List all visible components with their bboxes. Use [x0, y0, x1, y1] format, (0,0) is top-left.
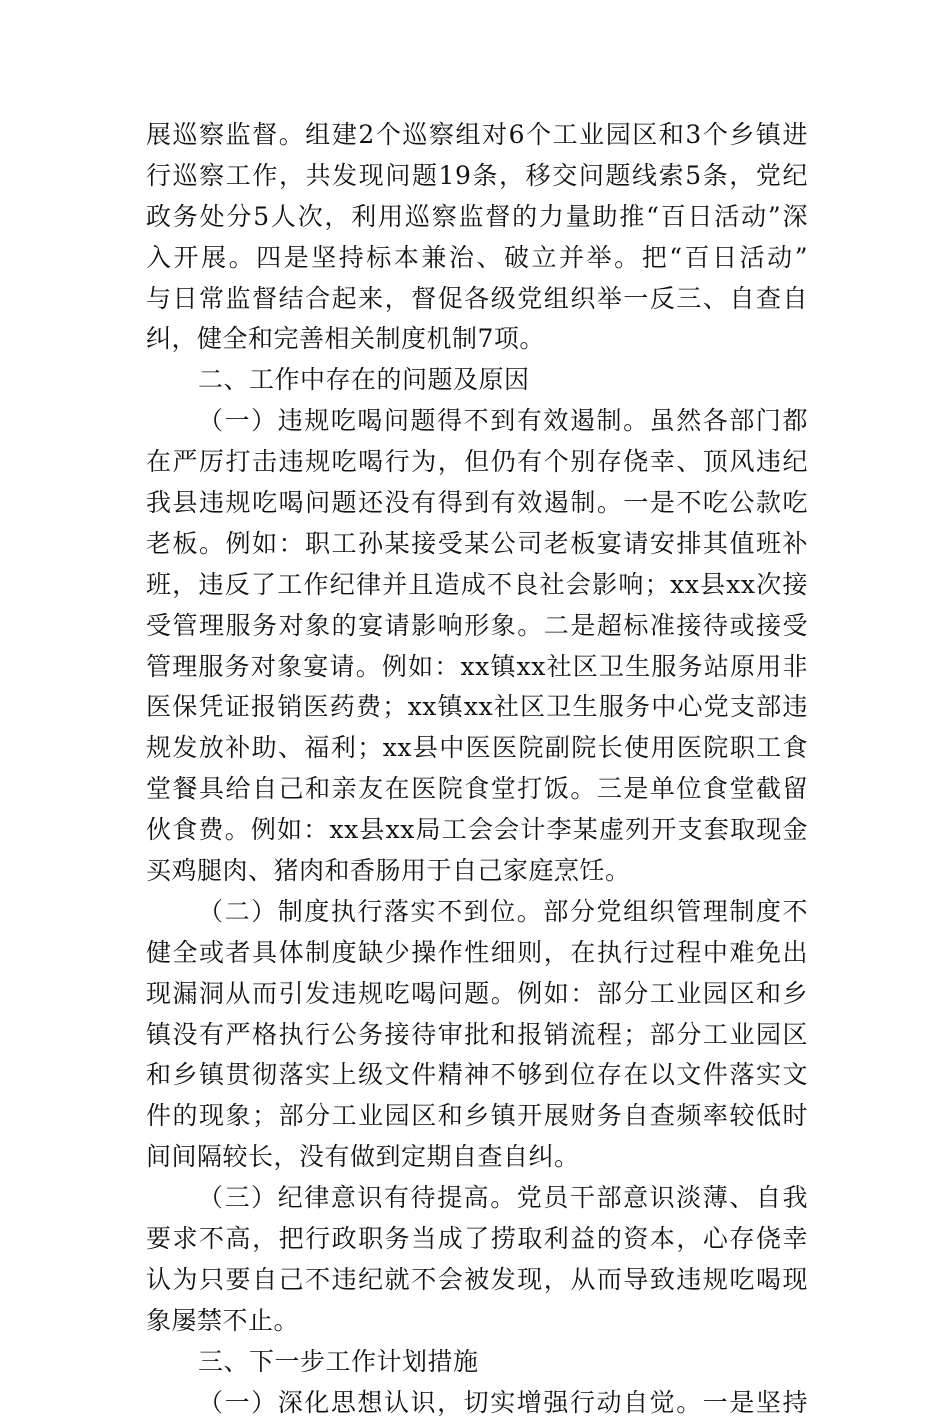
section-heading: 二、工作中存在的问题及原因: [198, 365, 530, 395]
body-line: 受管理服务对象的宴请影响形象。二是超标准接待或接受: [146, 610, 808, 640]
body-line: 医保凭证报销医药费；xx镇xx社区卫生服务中心党支部违: [146, 692, 808, 722]
body-line: 政务处分5人次，利用巡察监督的力量助推“百日活动”深: [146, 201, 808, 231]
body-line: 要求不高，把行政职务当成了捞取利益的资本，心存侥幸: [146, 1224, 808, 1254]
paragraph-first-line: （一）深化思想认识，切实增强行动自觉。一是坚持: [198, 1387, 808, 1417]
body-line: 纠，健全和完善相关制度机制7项。: [146, 324, 545, 354]
document-body: [146, 115, 808, 1424]
body-line: 伙食费。例如：xx县xx局工会会计李某虚列开支套取现金: [146, 815, 808, 845]
body-line: 班，违反了工作纪律并且造成不良社会影响；xx县xx次接: [146, 569, 808, 599]
body-line: 现漏洞从而引发违规吃喝问题。例如：部分工业园区和乡: [146, 978, 808, 1008]
body-line: 认为只要自己不违纪就不会被发现，从而导致违规吃喝现: [146, 1264, 808, 1294]
body-line: 老板。例如：职工孙某接受某公司老板宴请安排其值班补: [146, 528, 808, 558]
body-line: 件的现象；部分工业园区和乡镇开展财务自查频率较低时: [146, 1101, 808, 1131]
section-heading: 三、下一步工作计划措施: [198, 1346, 479, 1376]
body-line: 买鸡腿肉、猪肉和香肠用于自己家庭烹饪。: [146, 856, 631, 886]
body-line: 在严厉打击违规吃喝行为，但仍有个别存侥幸、顶风违纪: [146, 447, 808, 477]
paragraph-first-line: （三）纪律意识有待提高。党员干部意识淡薄、自我: [198, 1183, 808, 1213]
paragraph-first-line: （一）违规吃喝问题得不到有效遏制。虽然各部门都: [198, 406, 808, 436]
body-line: 规发放补助、福利；xx县中医医院副院长使用医院职工食: [146, 733, 808, 763]
body-line: 行巡察工作，共发现问题19条，移交问题线索5条，党纪: [146, 160, 808, 190]
body-line: 我县违规吃喝问题还没有得到有效遏制。一是不吃公款吃: [146, 488, 808, 518]
body-line: 与日常监督结合起来，督促各级党组织举一反三、自查自: [146, 283, 808, 313]
body-line: 间间隔较长，没有做到定期自查自纠。: [146, 1142, 580, 1172]
body-line: 展巡察监督。组建2个巡察组对6个工业园区和3个乡镇进: [146, 120, 808, 149]
body-line: 入开展。四是坚持标本兼治、破立并举。把“百日活动”: [146, 242, 808, 272]
body-line: 堂餐具给自己和亲友在医院食堂打饭。三是单位食堂截留: [146, 774, 808, 804]
body-line: 象屡禁不止。: [146, 1305, 300, 1335]
body-line: 和乡镇贯彻落实上级文件精神不够到位存在以文件落实文: [146, 1060, 808, 1090]
paragraph-first-line: （二）制度执行落实不到位。部分党组织管理制度不: [198, 896, 808, 926]
body-line: 健全或者具体制度缺少操作性细则，在执行过程中难免出: [146, 937, 808, 967]
body-line: 管理服务对象宴请。例如：xx镇xx社区卫生服务站原用非: [146, 651, 808, 681]
body-line: 镇没有严格执行公务接待审批和报销流程；部分工业园区: [146, 1019, 808, 1049]
